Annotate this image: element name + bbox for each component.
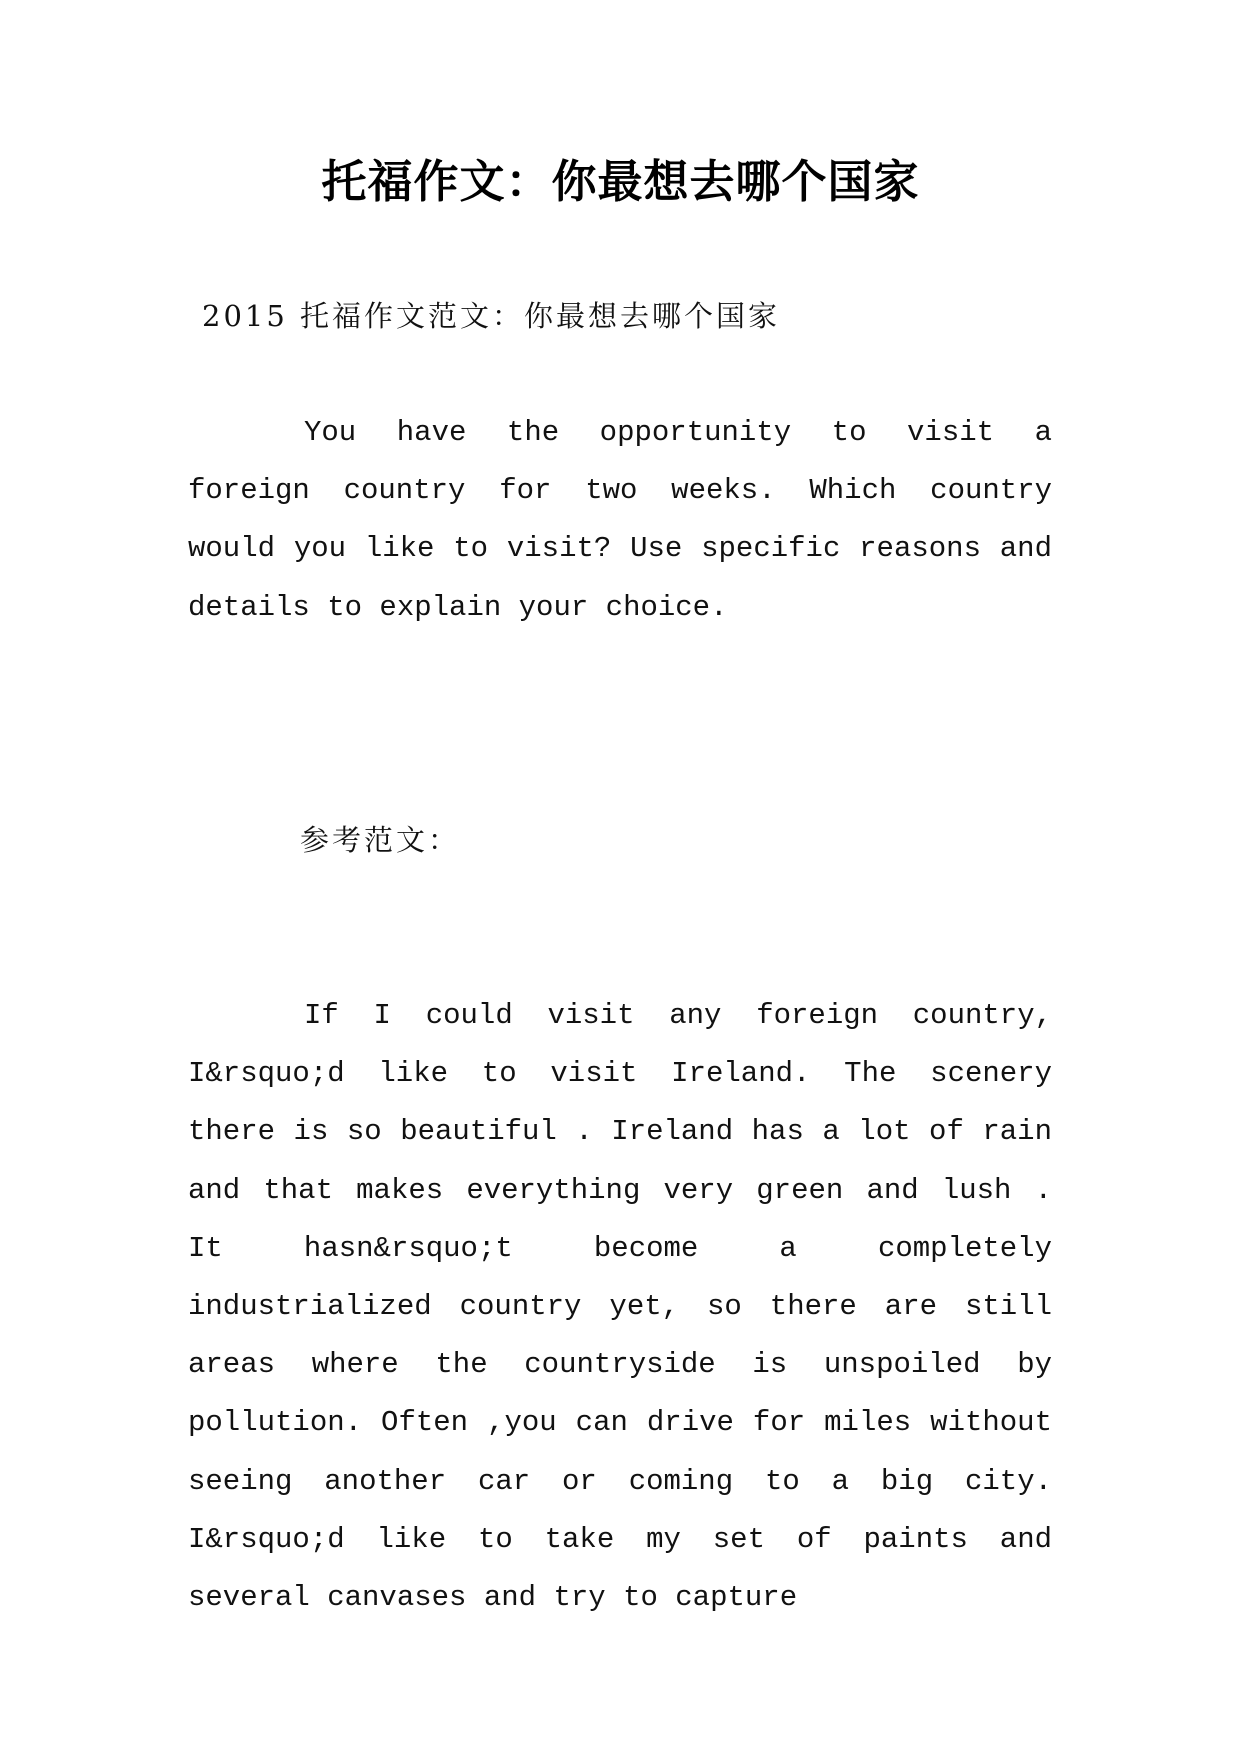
document-subtitle: 2015 托福作文范文：你最想去哪个国家: [202, 299, 781, 333]
prompt-paragraph: [188, 404, 1052, 637]
reference-essay-label: 参考范文：: [300, 823, 461, 857]
essay-paragraph: [188, 987, 1052, 1627]
essay-text: If I could visit any foreign country, I&rsquo;d like to visit Ireland. The scenery there is so beautiful . Ireland has a lot of rain and that makes everything very green and lush . It hasn&rsquo;t become a completely industrialized country yet, so there are still areas where the countryside is unspoiled by pollution. Often ,you can drive for miles without seeing another car or coming to a big city. I&rsquo;d like to take my set of paints and several canvases and try to capture: [188, 999, 1052, 1615]
prompt-text: You have the opportunity to visit a foreign country for two weeks. Which country would you like to visit? Use specific reasons and details to explain your choice.: [188, 416, 1052, 624]
document-title: 托福作文：你最想去哪个国家: [321, 155, 920, 208]
